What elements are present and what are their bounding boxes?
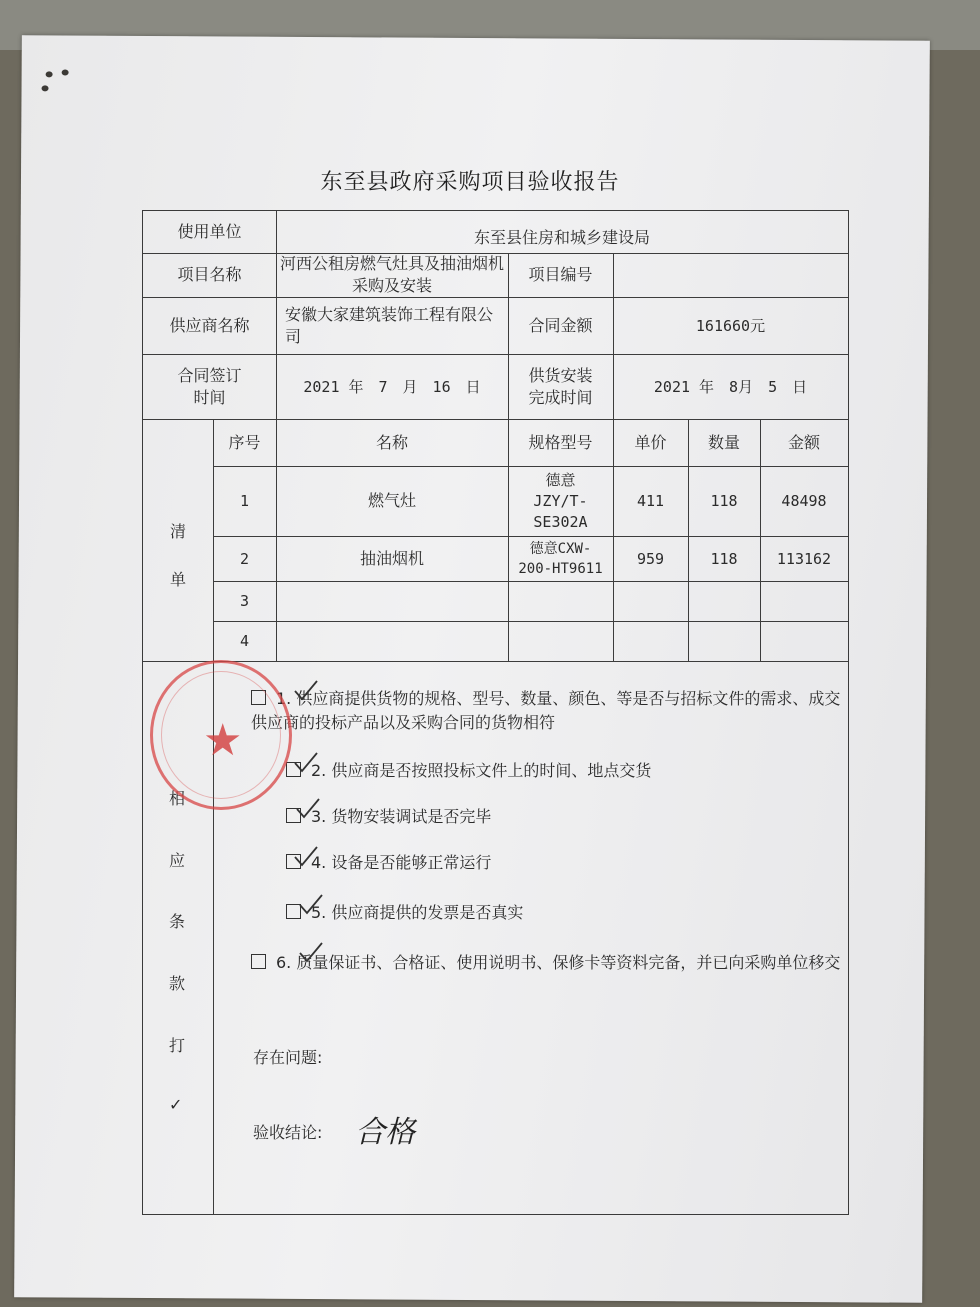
table-cell: 燃气灶 xyxy=(367,491,416,510)
table-cell: 德意CXW- 200-HT9611 xyxy=(518,540,603,577)
value-project-no xyxy=(613,253,848,297)
label-amount: 合同金额 xyxy=(528,315,593,335)
value-unit: 东至县住房和城乡建设局 xyxy=(473,228,650,247)
check-mark-icon xyxy=(298,893,324,915)
value-amount: 161660元 xyxy=(695,316,766,335)
label-supplier: 供应商名称 xyxy=(169,315,250,335)
table-cell: 959 xyxy=(636,549,665,568)
check-mark-icon xyxy=(293,679,319,701)
punch-hole xyxy=(62,69,69,75)
value-supplier: 安徽大家建筑装饰工程有限公司 xyxy=(285,304,494,346)
table-cell: 3 xyxy=(239,592,250,610)
table-cell: 118 xyxy=(710,492,738,510)
clauses-side-char: 打 xyxy=(169,1036,186,1055)
table-cell: 4 xyxy=(239,632,250,650)
table-cell: 411 xyxy=(636,492,665,510)
header-qty: 数量 xyxy=(707,432,740,452)
clause-2: 2. 供应商是否按照投标文件上的时间、地点交货 xyxy=(286,759,846,783)
table-cell: 113162 xyxy=(776,549,832,568)
value-project-name: 河西公租房燃气灶具及抽油烟机采购及安装 xyxy=(279,254,504,295)
clause-1: 1. 供应商提供货物的规格、型号、数量、颜色、等是否与招标文件的需求、成交供应商的投标产品以及采购合同的货物相符 xyxy=(251,689,841,732)
label-unit: 使用单位 xyxy=(177,222,242,241)
label-finish-time: 供货安装 完成时间 xyxy=(528,365,593,407)
conclusion-label: 验收结论: xyxy=(253,1123,323,1142)
page-title: 东至县政府采购项目验收报告 xyxy=(320,170,620,195)
label-project-name: 项目名称 xyxy=(177,265,242,284)
value-sign-time: 2021 年 7 月 16 日 xyxy=(303,377,481,396)
clauses-side-char: 应 xyxy=(169,851,186,870)
list-label-char: 单 xyxy=(170,570,187,589)
table-cell: 抽油烟机 xyxy=(359,548,424,568)
clause-5: 5. 供应商提供的发票是否真实 xyxy=(286,901,846,925)
clauses-side-char: ✓ xyxy=(169,1095,183,1114)
clauses-side-char: 款 xyxy=(169,974,186,993)
checkbox-icon[interactable] xyxy=(251,954,266,969)
punch-hole xyxy=(42,85,49,91)
value-finish-time: 2021 年 8月 5 日 xyxy=(653,377,808,396)
clause-4: 4. 设备是否能够正常运行 xyxy=(286,851,846,875)
table-cell: 1 xyxy=(239,492,250,510)
punch-hole xyxy=(46,71,53,77)
clause-6: 6. 质量保证书、合格证、使用说明书、保修卡等资料完备，并已向采购单位移交 xyxy=(251,951,846,975)
check-mark-icon xyxy=(295,797,321,819)
header-no: 序号 xyxy=(228,432,261,452)
check-mark-icon xyxy=(293,751,319,773)
check-mark-icon xyxy=(293,845,319,867)
list-label-char: 清 xyxy=(170,522,187,541)
table-cell: 48498 xyxy=(781,492,827,510)
label-sign-time: 合同签订 时间 xyxy=(177,365,242,407)
header-name: 名称 xyxy=(375,432,408,452)
label-project-no: 项目编号 xyxy=(528,265,593,284)
table-cell: 德意 JZY/T- SE302A xyxy=(533,470,588,531)
check-mark-icon xyxy=(298,941,324,963)
clauses-side-char: 相 xyxy=(169,789,186,808)
clause-3: 3. 货物安装调试是否完毕 xyxy=(286,805,846,829)
star-icon: ★ xyxy=(203,715,243,766)
header-price: 单价 xyxy=(634,432,667,452)
table-cell: 2 xyxy=(239,549,250,568)
clauses-side-char: 条 xyxy=(169,912,186,931)
official-seal xyxy=(150,660,292,810)
table-cell: 118 xyxy=(710,549,738,568)
header-spec: 规格型号 xyxy=(528,432,593,452)
issues-label: 存在问题: xyxy=(253,1048,323,1067)
header-total: 金额 xyxy=(787,432,820,452)
conclusion-signature: 合格 xyxy=(355,1115,415,1150)
